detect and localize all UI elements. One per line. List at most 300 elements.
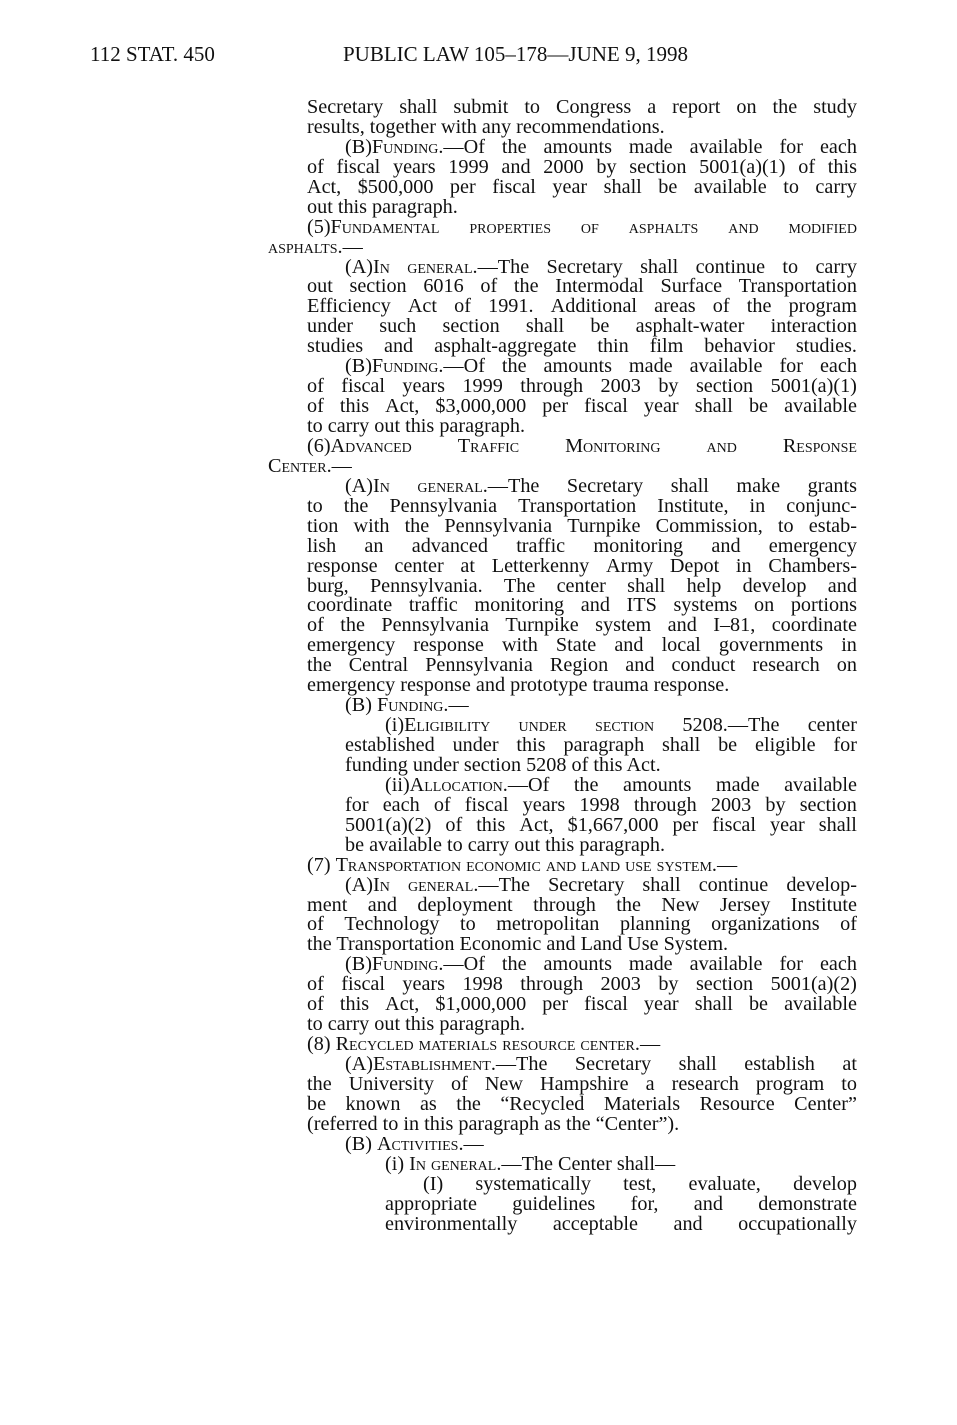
word: (B)Funding.—Of xyxy=(345,355,485,378)
text-line xyxy=(307,975,857,995)
text-line xyxy=(307,1035,857,1055)
text-body xyxy=(0,98,957,1234)
word: 5001(a)(1) xyxy=(699,155,786,178)
word: the xyxy=(343,494,369,517)
word: $500,000 xyxy=(357,175,434,198)
word: shall xyxy=(525,315,565,338)
text-line xyxy=(307,935,857,955)
word: and xyxy=(384,335,414,358)
word: the xyxy=(501,135,527,158)
word: year xyxy=(643,993,679,1016)
word: evaluate, xyxy=(688,1172,761,1195)
word: establish xyxy=(744,1053,815,1075)
word: this xyxy=(339,395,370,418)
word: Congress xyxy=(556,96,632,118)
word: the xyxy=(616,893,641,916)
word: under xyxy=(307,315,353,338)
word: carry xyxy=(815,255,857,278)
word: fiscal xyxy=(712,813,756,836)
text-line xyxy=(345,955,857,975)
text-line xyxy=(345,873,857,896)
word: shall xyxy=(818,813,857,836)
word: 5001(a)(2) xyxy=(770,973,857,996)
word: fiscal xyxy=(492,175,536,198)
text-line xyxy=(345,135,857,158)
text-line xyxy=(307,115,857,138)
word: by xyxy=(658,375,679,398)
text-line xyxy=(423,1172,857,1195)
word: response xyxy=(413,634,484,657)
word: to xyxy=(524,96,541,118)
word: Secretary xyxy=(574,1053,652,1075)
line-text: (7) Transportation economic and land use system.— xyxy=(307,853,738,876)
word: made xyxy=(628,135,673,158)
word: to xyxy=(307,494,323,517)
word: systematically xyxy=(475,1172,591,1195)
word: 1999 xyxy=(448,155,489,178)
word: (ii)Allocation.—Of xyxy=(385,773,550,796)
word: years xyxy=(522,793,566,816)
word: research xyxy=(671,1072,739,1095)
word: Institute xyxy=(790,893,857,916)
word: program xyxy=(788,295,857,318)
text-line xyxy=(307,1072,857,1095)
word: be xyxy=(590,315,610,338)
word: center xyxy=(556,574,606,597)
word: of xyxy=(307,375,324,398)
word: the xyxy=(513,275,539,298)
word: University xyxy=(348,1072,434,1095)
word: section xyxy=(629,155,687,178)
word: $1,000,000 xyxy=(435,993,527,1016)
word: Region xyxy=(549,654,609,677)
word: asphalt-water xyxy=(635,315,745,338)
word: each xyxy=(819,953,857,976)
word: each xyxy=(382,793,420,816)
word: Jersey xyxy=(719,893,771,916)
text-line xyxy=(307,656,857,676)
text-line xyxy=(307,337,857,357)
word: years xyxy=(402,375,446,398)
word: available xyxy=(784,993,857,1016)
word: and xyxy=(614,634,644,657)
page-reference: 112 STAT. 450 xyxy=(90,42,215,66)
word: (5)Fundamental xyxy=(307,215,440,238)
word: modified xyxy=(788,215,857,238)
word: coordinate xyxy=(771,614,857,637)
word: continue xyxy=(695,255,766,278)
word: system xyxy=(595,614,652,637)
word: be xyxy=(718,734,738,756)
word: 2003 xyxy=(710,793,752,816)
word: known xyxy=(345,1092,401,1115)
word: shall xyxy=(627,574,666,597)
word: (6)Advanced xyxy=(307,434,412,457)
word: Technology xyxy=(344,913,440,936)
word: of xyxy=(840,913,857,936)
word: shall xyxy=(694,395,733,418)
word: by xyxy=(765,793,786,816)
text-line xyxy=(345,833,857,856)
word: be xyxy=(748,993,768,1016)
word: of xyxy=(480,275,498,298)
word: Transportation xyxy=(738,275,857,298)
word: State xyxy=(555,634,597,657)
text-line xyxy=(307,636,857,656)
word: Transportation xyxy=(518,494,637,517)
line-text: (B) Activities.— xyxy=(345,1132,484,1155)
word: section xyxy=(799,793,857,816)
text-line xyxy=(307,893,857,916)
word: and xyxy=(367,893,397,916)
text-line xyxy=(307,1092,857,1115)
word: and xyxy=(673,1212,703,1235)
text-line xyxy=(307,397,857,417)
word: paragraph xyxy=(563,734,645,756)
word: (A)Establishment.—The xyxy=(345,1053,548,1075)
word: for xyxy=(833,734,857,756)
word: New xyxy=(661,893,700,916)
word: and xyxy=(580,594,610,617)
word: lish xyxy=(307,534,337,557)
word: amounts xyxy=(543,355,612,378)
word: emergency xyxy=(768,534,857,557)
word: and xyxy=(711,534,741,557)
word: the xyxy=(340,614,365,637)
word: for xyxy=(779,355,803,378)
word: Pennsylvania xyxy=(381,614,489,637)
line-text: emergency response and prototype trauma response. xyxy=(307,674,730,697)
text-line xyxy=(345,793,857,816)
word: shall xyxy=(670,474,709,497)
word: of xyxy=(450,1072,468,1095)
text-line xyxy=(307,853,857,876)
word: 1999 xyxy=(462,375,503,398)
word: Letterkenny xyxy=(491,554,590,577)
word: section xyxy=(595,714,655,737)
text-line xyxy=(307,317,857,337)
word: 2003 xyxy=(600,375,641,398)
word: traffic xyxy=(408,594,458,617)
word: available xyxy=(689,355,763,378)
word: in xyxy=(735,554,752,577)
line-text: (i) In general.—The Center shall— xyxy=(385,1152,676,1175)
word: fiscal xyxy=(584,395,628,418)
word: as xyxy=(419,1092,437,1115)
word: occupationally xyxy=(738,1212,857,1235)
text-line xyxy=(307,195,857,218)
word: shall xyxy=(662,734,701,756)
word: each xyxy=(819,355,857,378)
text-line xyxy=(307,676,857,696)
text-line xyxy=(307,434,857,457)
word: Pennsylvania xyxy=(425,654,533,677)
word: thin xyxy=(597,335,629,358)
word: guidelines xyxy=(512,1192,596,1215)
text-line xyxy=(268,235,857,258)
word: the xyxy=(501,953,527,976)
word: the xyxy=(404,514,430,537)
word: (B)Funding.—Of xyxy=(345,953,485,976)
word: 5001(a)(1) xyxy=(770,375,857,398)
word: grants xyxy=(807,474,857,497)
word: make xyxy=(736,474,781,497)
word: 5208.—The xyxy=(682,714,780,737)
text-line xyxy=(345,1055,857,1075)
word: Chambers- xyxy=(768,554,857,577)
text-line xyxy=(345,753,857,776)
word: the xyxy=(307,1072,332,1095)
text-line xyxy=(268,454,857,477)
word: research xyxy=(752,654,820,677)
word: section xyxy=(695,973,754,996)
word: of xyxy=(307,973,324,996)
text-line xyxy=(307,596,857,616)
word: ment xyxy=(307,893,348,916)
text-line xyxy=(307,534,857,557)
word: such xyxy=(379,315,417,338)
word: to xyxy=(783,175,799,198)
text-line xyxy=(307,155,857,178)
text-line xyxy=(307,915,857,935)
word: shall xyxy=(642,873,681,896)
word: 2000 xyxy=(543,155,584,178)
word: and xyxy=(827,574,857,597)
word: Additional xyxy=(550,295,638,318)
text-line xyxy=(307,297,857,317)
word: interaction xyxy=(770,315,857,338)
word: 1991. xyxy=(488,295,534,318)
text-line xyxy=(345,736,857,756)
text-line xyxy=(307,377,857,397)
text-line xyxy=(307,175,857,198)
word: (I) xyxy=(423,1172,444,1195)
word: to xyxy=(777,514,794,537)
word: areas xyxy=(654,295,696,318)
word: available xyxy=(693,175,767,198)
word: out xyxy=(307,275,333,298)
line-text: (8) Recycled materials resource center.— xyxy=(307,1033,661,1056)
text-line xyxy=(345,255,857,278)
word: report xyxy=(672,96,721,118)
word: Central xyxy=(348,654,409,677)
line-text: (B) Funding.— xyxy=(345,694,469,717)
word: fiscal xyxy=(336,155,381,178)
word: shall xyxy=(603,175,642,198)
line-text: to carry out this paragraph. xyxy=(307,415,526,437)
word: by xyxy=(596,155,617,178)
word: and xyxy=(706,434,737,457)
word: film xyxy=(649,335,684,358)
word: develop xyxy=(742,574,807,597)
word: Pennsylvania. xyxy=(369,574,483,597)
text-line xyxy=(385,1212,857,1235)
text-line xyxy=(307,574,857,597)
word: available xyxy=(689,953,763,976)
word: carry xyxy=(815,175,857,198)
word: Depot xyxy=(669,554,720,577)
word: (A)In xyxy=(345,873,390,896)
word: Act xyxy=(407,295,437,318)
word: year xyxy=(552,175,588,198)
word: help xyxy=(686,574,722,597)
word: with xyxy=(353,514,390,537)
word: test, xyxy=(623,1172,657,1195)
word: acceptable xyxy=(552,1212,638,1235)
word: Monitoring xyxy=(565,434,661,457)
word: I–81, xyxy=(713,614,756,637)
word: of xyxy=(307,395,324,418)
word: in xyxy=(749,494,766,517)
text-line xyxy=(345,813,857,836)
text-line xyxy=(307,494,857,517)
word: monitoring xyxy=(474,594,565,617)
word: this xyxy=(516,734,546,756)
text-line xyxy=(307,215,857,238)
word: shall xyxy=(678,1053,717,1075)
word: of xyxy=(580,215,599,238)
word: section xyxy=(349,275,407,298)
word: Center” xyxy=(794,1092,857,1115)
word: organizations xyxy=(711,913,820,936)
word: $1,667,000 xyxy=(567,813,659,836)
word: (A)In xyxy=(345,255,390,278)
word: properties xyxy=(469,215,551,238)
word: made xyxy=(715,773,760,796)
word: by xyxy=(658,973,679,996)
word: the xyxy=(772,96,798,118)
word: Institute, xyxy=(657,494,729,517)
word: (i)Eligibility xyxy=(385,714,491,737)
word: The xyxy=(503,574,536,597)
word: “Recycled xyxy=(500,1092,585,1115)
word: and xyxy=(728,215,759,238)
word: fiscal xyxy=(464,793,509,816)
word: Act, xyxy=(307,175,342,198)
word: section xyxy=(695,375,754,398)
word: of xyxy=(798,155,816,178)
word: each xyxy=(819,135,857,158)
word: monitoring xyxy=(593,534,684,557)
word: through xyxy=(520,973,584,996)
line-text: (referred to in this paragraph as the “Center”). xyxy=(307,1112,680,1135)
word: to xyxy=(841,1072,857,1095)
word: ITS xyxy=(626,594,657,617)
word: a xyxy=(645,1072,655,1095)
word: at xyxy=(842,1053,857,1075)
word: Intermodal xyxy=(555,275,644,298)
word: governments xyxy=(718,634,824,657)
word: amounts xyxy=(543,953,612,976)
word: metropolitan xyxy=(496,913,600,936)
word: this xyxy=(827,155,857,178)
word: the xyxy=(573,773,599,796)
word: fiscal xyxy=(341,973,385,996)
word: established xyxy=(345,734,435,756)
word: and xyxy=(693,1192,723,1215)
word: be xyxy=(307,1092,327,1115)
word: of xyxy=(433,793,451,816)
word: this xyxy=(476,813,506,836)
word: in xyxy=(841,634,857,657)
word: estab- xyxy=(808,514,857,537)
word: of xyxy=(445,813,463,836)
word: 6016 xyxy=(423,275,464,298)
word: New xyxy=(484,1072,523,1095)
word: years xyxy=(392,155,436,178)
line-text: asphalts.— xyxy=(268,235,363,258)
word: per xyxy=(449,175,476,198)
word: Act, xyxy=(385,993,420,1016)
word: Traffic xyxy=(457,434,520,457)
law-reference: PUBLIC LAW 105–178—JUNE 9, 1998 xyxy=(343,42,689,66)
word: on xyxy=(754,594,775,617)
word: Hampshire xyxy=(539,1072,629,1095)
word: (B)Funding.—Of xyxy=(345,135,485,158)
word: (A)In xyxy=(345,474,390,497)
word: burg, xyxy=(307,574,349,597)
word: 1998 xyxy=(462,973,503,996)
text-line xyxy=(307,417,857,437)
word: for xyxy=(779,135,803,158)
word: studies xyxy=(307,335,364,358)
word: demonstrate xyxy=(758,1192,857,1215)
word: continue xyxy=(698,873,769,896)
word: under xyxy=(518,714,567,737)
word: studies. xyxy=(795,335,857,358)
word: response xyxy=(307,554,378,577)
text-line xyxy=(307,616,857,636)
word: and xyxy=(625,654,655,677)
word: under xyxy=(452,734,499,756)
word: fiscal xyxy=(584,993,628,1016)
word: asphalt-aggregate xyxy=(434,335,577,358)
word: be xyxy=(658,175,678,198)
word: Act, xyxy=(385,395,420,418)
text-line xyxy=(307,514,857,537)
word: year xyxy=(643,395,679,418)
word: Secretary xyxy=(546,255,623,278)
word: the xyxy=(456,1092,481,1115)
word: made xyxy=(628,355,673,378)
word: local xyxy=(661,634,701,657)
word: planning xyxy=(619,913,691,936)
word: for, xyxy=(630,1192,659,1215)
text-line xyxy=(307,554,857,577)
word: traffic xyxy=(516,534,566,557)
word: develop- xyxy=(786,873,857,896)
word: conjunc- xyxy=(786,494,857,517)
text-line xyxy=(345,696,857,716)
text-line xyxy=(307,1015,857,1035)
word: Materials xyxy=(603,1092,681,1115)
word: of xyxy=(307,993,324,1016)
word: years xyxy=(402,973,446,996)
word: on xyxy=(836,654,857,677)
line-text: results, together with any recommendations. xyxy=(307,115,665,138)
word: general.—The xyxy=(408,873,530,896)
word: this xyxy=(339,993,370,1016)
word: Response xyxy=(782,434,857,457)
text-line xyxy=(345,474,857,497)
text-line xyxy=(385,1152,857,1175)
word: of xyxy=(307,913,324,936)
word: the xyxy=(501,355,527,378)
word: and xyxy=(667,614,697,637)
word: 2003 xyxy=(600,973,641,996)
word: for xyxy=(345,793,369,816)
word: Act, xyxy=(519,813,554,836)
